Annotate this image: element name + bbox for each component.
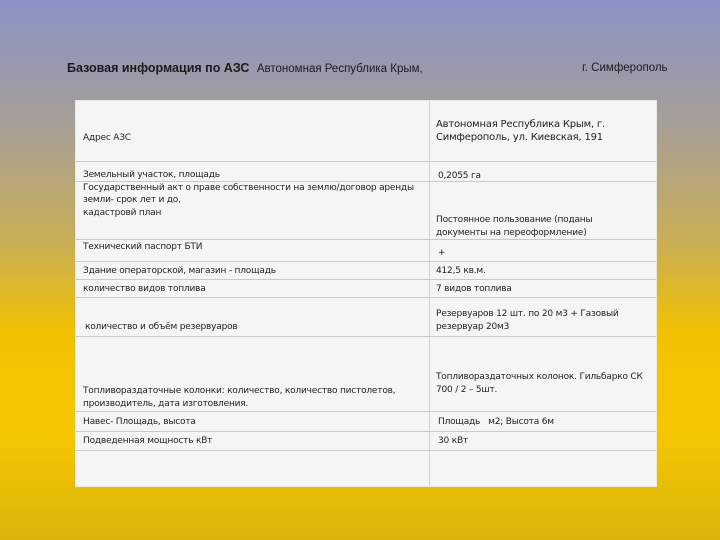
- land-area-value: 0,2055 га: [438, 171, 481, 181]
- title-main: Базовая информация по АЗС: [67, 61, 250, 75]
- dispensers-label: Топливораздаточные колонки: количество, количество пистолетов, производитель, дата изготовления.: [83, 386, 396, 409]
- info-table: [75, 100, 657, 487]
- row-divider: [76, 450, 656, 451]
- address-value: Автономная Республика Крым, г. Симферополь, ул. Киевская, 191: [436, 119, 605, 143]
- title-city: г. Симферополь: [582, 62, 668, 74]
- dispensers-value: Топливораздаточных колонок. Гильбарко СК 700 / 2 – 5шт.: [436, 372, 643, 395]
- power-label: Подведенная мощность кВт: [83, 436, 213, 446]
- land-label: [83, 169, 423, 219]
- row-divider: [76, 431, 656, 432]
- row-divider: [76, 411, 656, 412]
- canopy-value: Площадь м2; Высота 6м: [438, 417, 554, 427]
- row-divider: [76, 336, 656, 337]
- land-rights-value: Постоянное пользование (поданы документы на переоформление): [436, 215, 593, 238]
- bti-label: Технический паспорт БТИ: [83, 242, 203, 252]
- row-divider: [76, 261, 656, 262]
- tanks-label: количество и объём резервуаров: [85, 322, 238, 332]
- column-divider: [429, 101, 430, 486]
- canopy-label: Навес- Площадь, высота: [83, 417, 196, 427]
- row-divider: [76, 297, 656, 298]
- tanks-value: Резервуаров 12 шт. по 20 м3 + Газовый резервуар 20м3: [436, 309, 619, 332]
- address-label: Адрес АЗС: [83, 133, 131, 143]
- row-divider: [76, 161, 656, 162]
- page-title: [67, 61, 687, 75]
- power-value: 30 кВт: [438, 436, 468, 446]
- title-region: Автономная Республика Крым,: [256, 63, 423, 75]
- bti-value: +: [438, 248, 446, 258]
- fuel-types-label: количество видов топлива: [83, 284, 206, 294]
- fuel-types-value: 7 видов топлива: [436, 284, 512, 294]
- row-divider: [76, 239, 656, 240]
- building-value: 412,5 кв.м.: [436, 266, 486, 276]
- row-divider: [76, 279, 656, 280]
- land-area-label: Земельный участок, площадь: [83, 170, 220, 180]
- land-act-label: Государственный акт о праве собственности на землю/договор аренды земли- срок лет и до,: [83, 182, 414, 205]
- building-label: Здание операторской, магазин - площадь: [83, 266, 276, 276]
- cadastral-label: кадастровй план: [83, 207, 162, 218]
